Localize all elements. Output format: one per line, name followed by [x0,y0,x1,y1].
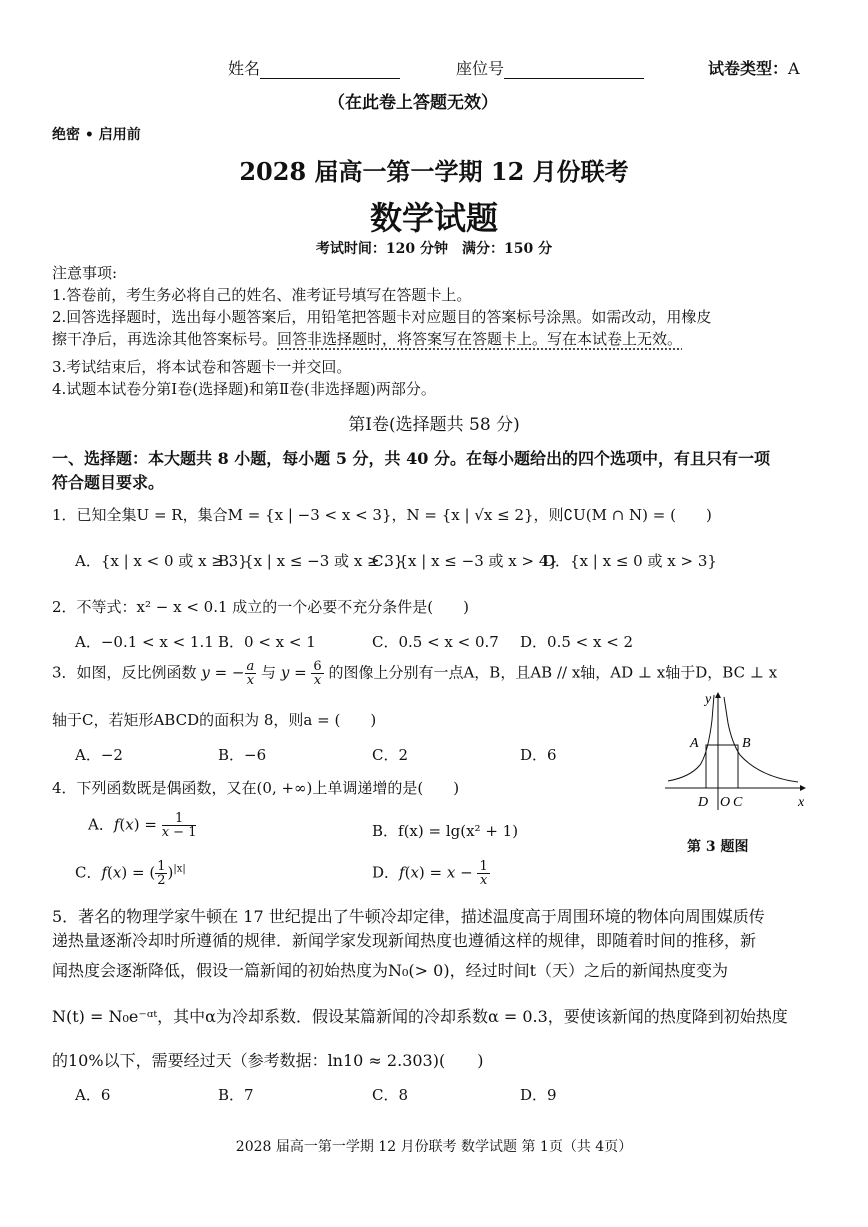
subject-title: 数学试题 [369,199,498,237]
note-2: 2.回答选择题时，选出每小题答案后，用铅笔把答题卡对应题目的答案标号涂黑。如需改动，用橡皮 [52,308,712,326]
q3-stem-pre: 3．如图，反比例函数 [52,663,197,682]
q4-c-frac: $\frac{1}{2}$ [157,859,166,888]
note-2-emphasis: 回答非选择题时，将答案写在答题卡上。写在本试卷上无效。 [277,330,683,348]
seat-label: 座位号 [456,59,505,78]
q4-d-frac: $\frac{1}{x}$ [479,859,488,888]
q5-line-4: N(t) = N₀e⁻ᵅᵗ，其中α为冷却系数．假设某篇新闻的冷却系数α = 0.3，要使该新闻的热度降到初始热度 [52,1007,788,1026]
q4-option-c: C．f(x) = ( $\frac{1}{2}$ )$^{|x|}$ [75,859,186,888]
q4-option-d: D．f(x) = x − $\frac{1}{x}$ [372,859,488,888]
seat-field [456,56,644,79]
q5-line-1: 5．著名的物理学家牛顿在 17 世纪提出了牛顿冷却定律，描述温度高于周围环境的物体向周围媒质传 [52,907,765,926]
q2-option-a: A．−0.1 < x < 1.1 [75,633,214,651]
q1-stem: 1．已知全集U = R，集合M = {x | −3 < x < 3}，N = {x | √x ≤ 2}，则∁U(M ∩ N) = ( ) [52,506,712,524]
q3-option-b: B．−6 [218,746,267,764]
right-curve [724,697,798,782]
note-2-cont [52,328,682,349]
section1-intro-1: 一、选择题：本大题共 8 小题，每小题 5 分，共 40 分。在每小题给出的四个选项中，有且只有一项 [52,449,770,468]
q3-option-c: C．2 [372,746,409,764]
q5-line-2: 递热量逐渐冷却时所遵循的规律．新闻学家发现新闻热度也遵循这样的规律，即随着时间的推移，新 [52,931,757,950]
q3-stem: 3．如图，反比例函数 y = − $\frac{a}{x}$ 与 y = $\frac{6}{x}$ 的图像上分别有一点A，B，且AB // x轴，AD ⊥ x轴于D，BC ⊥ x [52,659,778,688]
q3-stem-mid: 的图像上分别有一点A，B，且AB // x轴，AD ⊥ x轴于D，BC ⊥ x [328,663,778,682]
notes-title: 注意事项: [52,264,118,282]
q5-option-a: A．6 [75,1086,111,1104]
q2-stem: 2．不等式：x² − x < 0.1 成立的一个必要不充分条件是( ) [52,598,470,616]
note-4: 4.试题本试卷分第Ⅰ卷(选择题)和第Ⅱ卷(非选择题)两部分。 [52,380,436,398]
q4-stem: 4．下列函数既是偶函数，又在(0, +∞)上单调递增的是( ) [52,779,460,797]
q3-frac-a: $\frac{a}{x}$ [246,659,255,688]
q5-option-d: D．9 [520,1086,557,1104]
invalid-note: （在此卷上答题无效） [328,93,498,113]
paper-type [708,56,800,79]
note-1: 1.答卷前，考生务必将自己的姓名、准考证号填写在答题卡上。 [52,286,472,304]
label-c: C [733,795,743,810]
section1-title: 第Ⅰ卷(选择题共 58 分) [348,415,520,435]
q4-option-b: B．f(x) = lg(x² + 1) [372,822,519,840]
q3-figure-caption: 第 3 题图 [687,839,749,855]
exam-info: 考试时间：120 分钟 满分：150 分 [315,241,553,257]
q2-option-b: B．0 < x < 1 [218,633,316,651]
q1-option-a: A．{x | x < 0 或 x ≥ 3} [75,552,248,570]
q3-option-a: A．−2 [75,746,123,764]
exam-title: 2028 届高一第一学期 12 月份联考 [239,157,629,186]
name-label: 姓名 [228,59,261,78]
q5-line-5: 的10%以下，需要经过天（参考数据：ln10 ≈ 2.303)( ) [52,1051,484,1070]
rectangle-abcd [706,745,738,788]
name-field [228,56,400,79]
q5-line-3: 闻热度会逐渐降低，假设一篇新闻的初始热度为N₀(> 0)，经过时间t（天）之后的新闻热度变为 [52,961,729,980]
q5-option-b: B．7 [218,1086,254,1104]
label-y: y [705,692,712,707]
seat-blank [504,62,644,79]
q3-figure [660,685,820,825]
name-blank [260,62,400,79]
q5-option-c: C．8 [372,1086,409,1104]
q3-option-d: D．6 [520,746,557,764]
label-a: A [690,736,699,751]
q3-func-2: y [280,663,290,682]
label-o: O [720,795,731,810]
page-footer: 2028 届高一第一学期 12 月份联考 数学试题 第 1页（共 4页） [235,1139,633,1155]
q2-option-c: C．0.5 < x < 0.7 [372,633,499,651]
paper-type-label: 试卷类型： [708,59,789,78]
q3-stem-2: 轴于C，若矩形ABCD的面积为 8，则a = ( ) [52,711,377,729]
note-2-tail: 擦干净后，再选涂其他答案标号。 [52,330,278,348]
label-b: B [742,736,751,751]
q4-option-a: A．f(x) = $\frac{1}{x - 1}$ [88,811,197,840]
q3-func-1: y [201,663,210,682]
section1-intro-2: 符合题目要求。 [52,473,165,492]
paper-type-value: A [788,59,800,78]
q1-option-b: B．{x | x ≤ −3 或 x ≥ 3} [218,552,404,570]
q4-a-frac: $\frac{1}{x - 1}$ [161,811,197,840]
q1-option-c: C．{x | x ≤ −3 或 x > 4} [372,552,558,570]
label-x: x [798,795,805,810]
q1-option-d: D．{x | x ≤ 0 或 x > 3} [543,552,717,570]
note-3: 3.考试结束后，将本试卷和答题卡一并交回。 [52,358,352,376]
secret-mark: 绝密 • 启用前 [52,127,141,143]
q3-frac-6: $\frac{6}{x}$ [313,659,322,688]
label-d: D [698,795,709,810]
q2-option-d: D．0.5 < x < 2 [520,633,634,651]
